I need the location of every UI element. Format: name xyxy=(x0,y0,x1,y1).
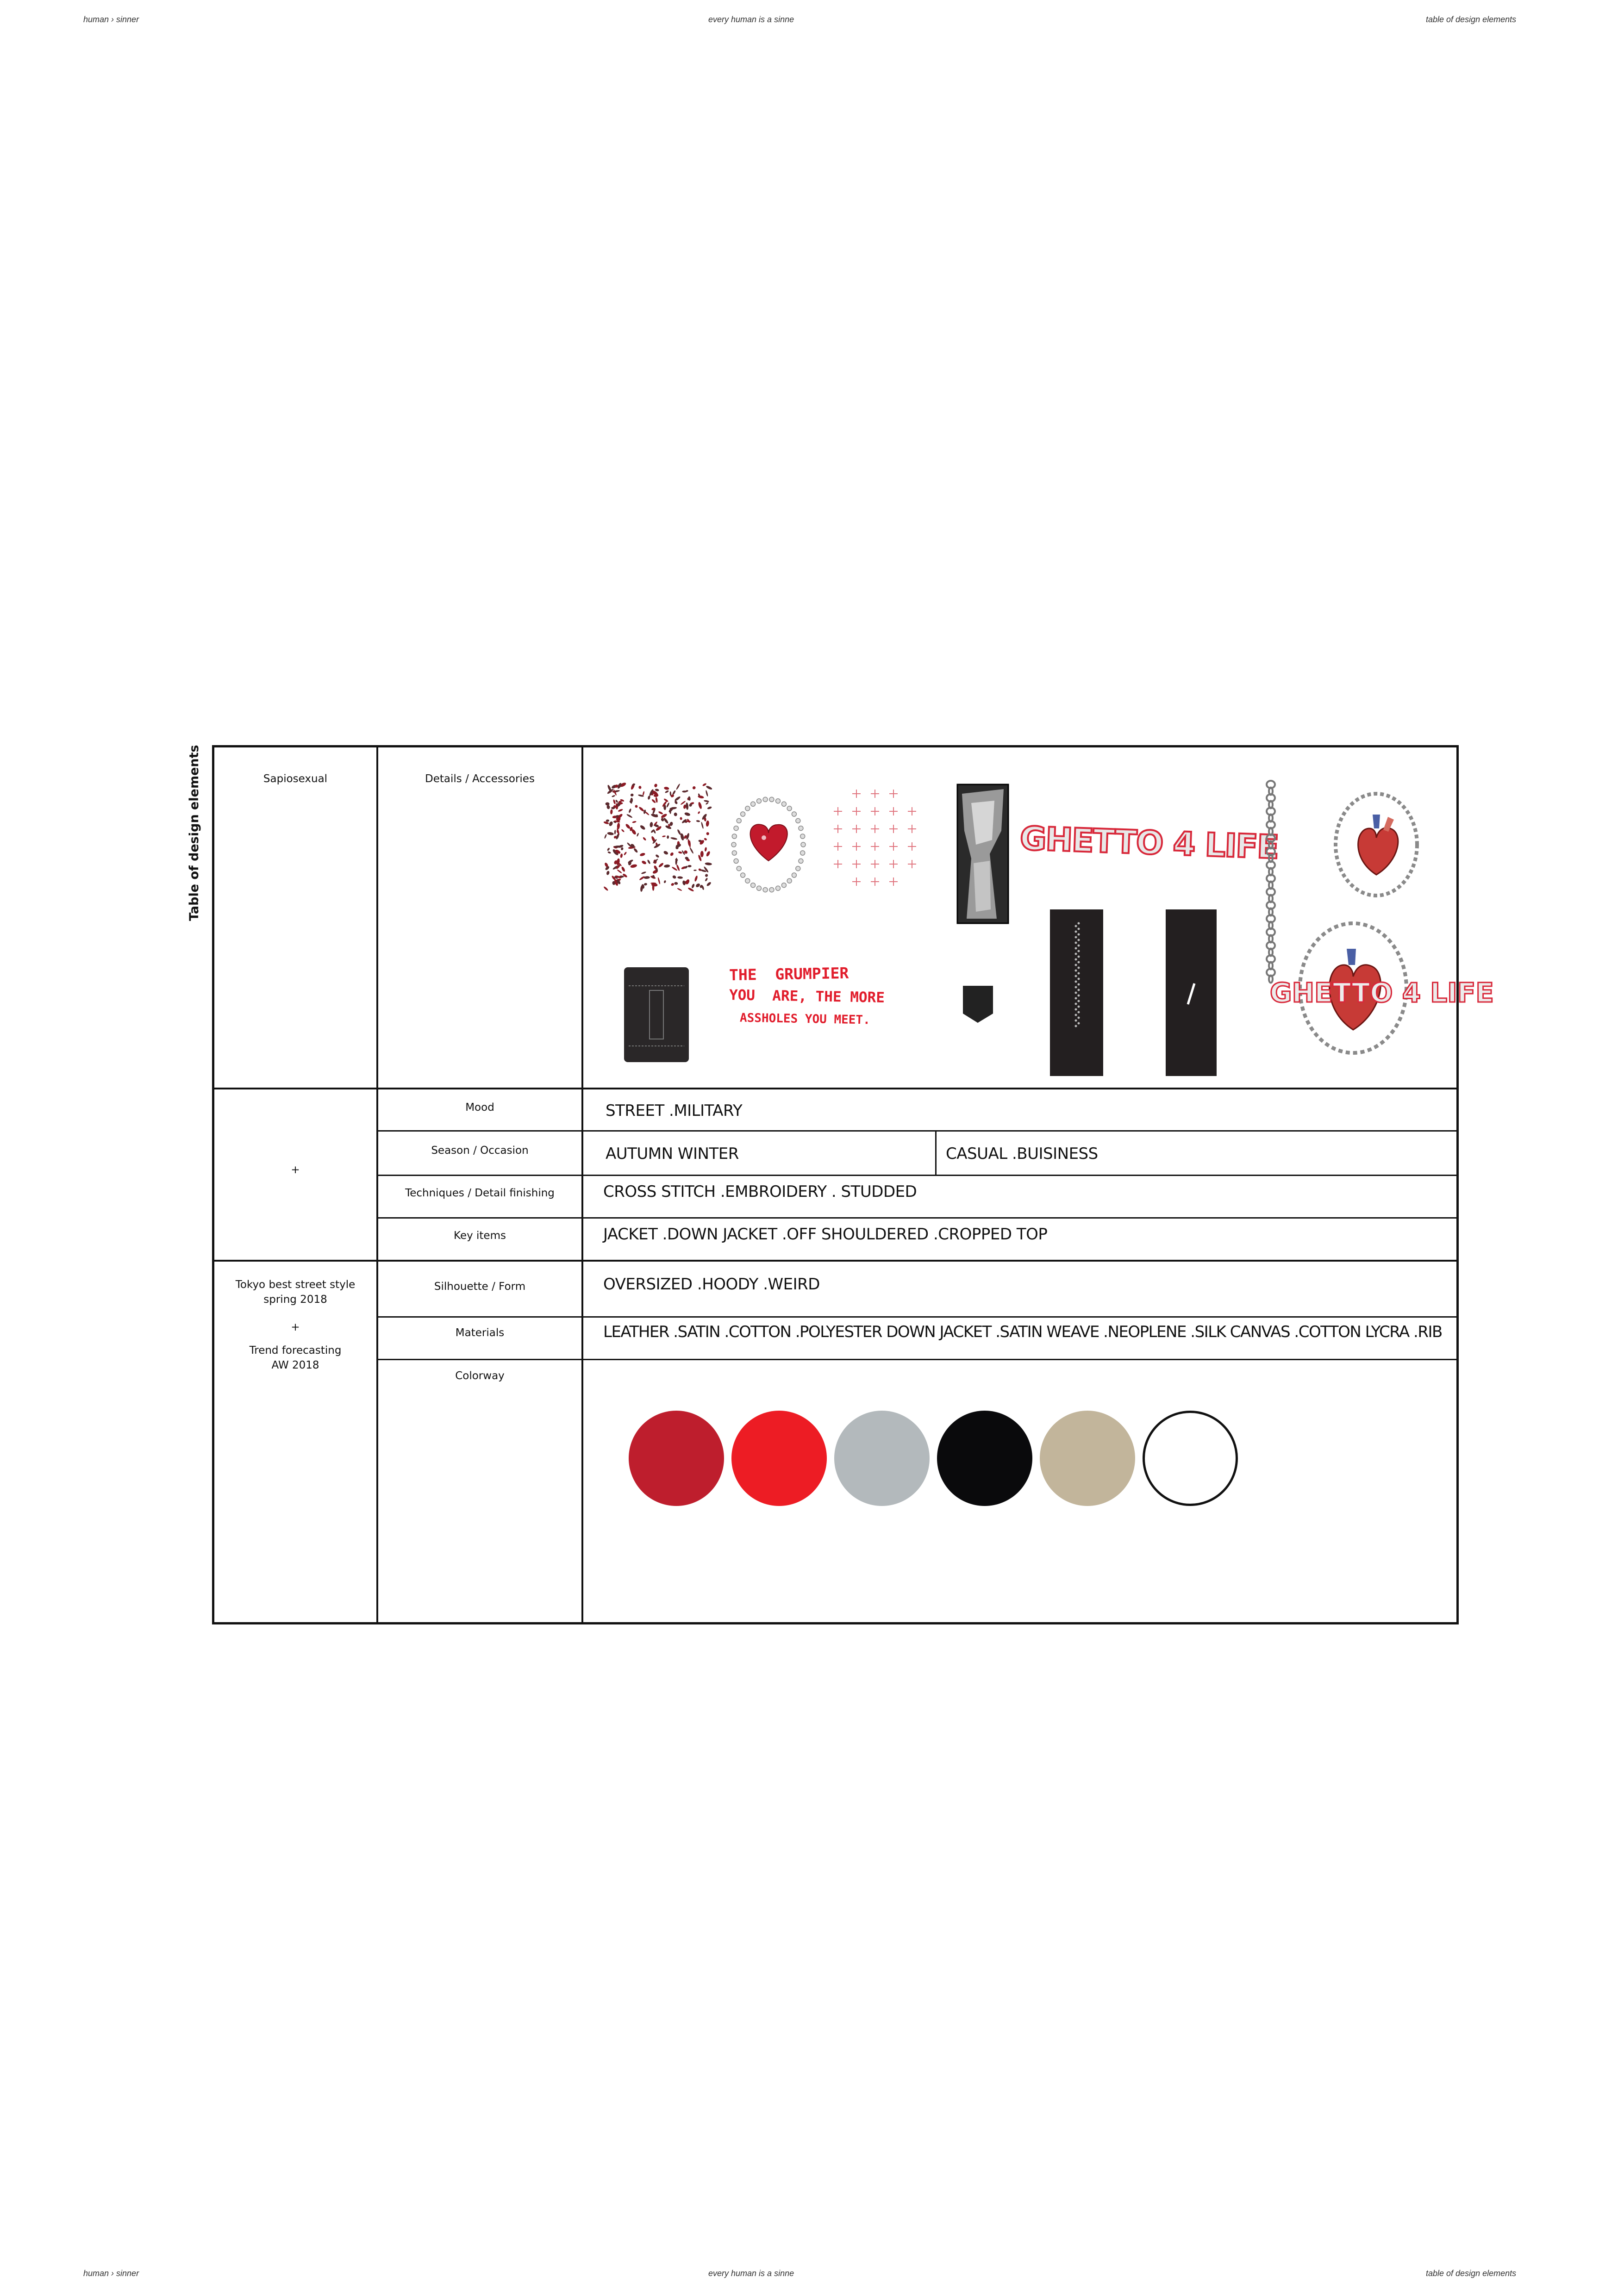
grumpier-quote-line2: YOU ARE, THE MORE xyxy=(729,987,885,1006)
value-silhouette: OVERSIZED .HOODY .WEIRD xyxy=(603,1275,820,1294)
studded-strap-motif xyxy=(1050,909,1103,1076)
studded-heart-motif xyxy=(729,796,808,893)
value-key-items: JACKET .DOWN JACKET .OFF SHOULDERED .CROPPED TOP xyxy=(603,1225,1048,1244)
label-key-items: Key items xyxy=(454,1230,506,1242)
label-materials: Materials xyxy=(455,1327,505,1339)
value-techniques: CROSS STITCH .EMBROIDERY . STUDDED xyxy=(603,1182,917,1201)
colorway-swatch xyxy=(834,1411,930,1506)
ghetto-4-life-text: GHETTO 4 LIFE xyxy=(1019,819,1279,866)
heart-ghetto-combo-motif xyxy=(1265,909,1494,1062)
col1-spring: spring 2018 xyxy=(263,1294,327,1306)
value-occasion: CASUAL .BUISINESS xyxy=(946,1145,1098,1163)
footer-center: every human is a sinne xyxy=(708,2269,794,2278)
slash-strap-motif xyxy=(1166,909,1217,1076)
col1-plus-2: + xyxy=(291,1321,300,1333)
colorway-swatch xyxy=(1040,1411,1135,1506)
svg-text:GHETTO 4 LIFE: GHETTO 4 LIFE xyxy=(1270,977,1494,1008)
footer-right: table of design elements xyxy=(1426,2269,1517,2278)
grumpier-quote-line3: ASSHOLES YOU MEET. xyxy=(739,1011,871,1027)
colorway-swatch xyxy=(731,1411,827,1506)
value-materials: LEATHER .SATIN .COTTON .POLYESTER DOWN JACKET .SATIN WEAVE .NEOPLENE .SILK CANVAS .COTTON LYCRA .RIB xyxy=(603,1323,1442,1341)
small-tab-motif xyxy=(963,986,993,1023)
grumpier-quote-line1: THE GRUMPIER xyxy=(729,964,849,984)
value-mood: STREET .MILITARY xyxy=(606,1101,743,1120)
col1-plus: + xyxy=(291,1164,300,1176)
design-elements-table xyxy=(212,745,1494,1624)
label-season: Season / Occasion xyxy=(431,1145,529,1157)
colorway-swatch xyxy=(1143,1411,1238,1506)
label-silhouette: Silhouette / Form xyxy=(434,1281,526,1293)
colorway-swatch xyxy=(629,1411,724,1506)
side-title: Table of design elements xyxy=(187,745,201,921)
header-center: every human is a sinne xyxy=(708,15,794,24)
leather-pocket-motif xyxy=(624,967,689,1062)
floral-pattern-motif xyxy=(606,784,710,891)
col1-aw: AW 2018 xyxy=(271,1359,319,1371)
colorway-swatch xyxy=(937,1411,1032,1506)
col1-tokyo: Tokyo best street style xyxy=(235,1279,356,1291)
header-left: human › sinner xyxy=(83,15,139,24)
label-techniques: Techniques / Detail finishing xyxy=(405,1187,555,1199)
col1-sapiosexual: Sapiosexual xyxy=(263,773,328,785)
anatomical-heart-motif xyxy=(1330,789,1423,900)
label-details: Details / Accessories xyxy=(425,773,535,785)
label-colorway: Colorway xyxy=(455,1370,505,1382)
cross-stitch-motif xyxy=(829,784,921,891)
footer-left: human › sinner xyxy=(83,2269,139,2278)
label-mood: Mood xyxy=(465,1101,494,1114)
photo-motif xyxy=(957,784,1008,923)
col1-trend: Trend forecasting xyxy=(249,1344,342,1356)
value-season: AUTUMN WINTER xyxy=(606,1145,739,1163)
header-right: table of design elements xyxy=(1426,15,1517,24)
